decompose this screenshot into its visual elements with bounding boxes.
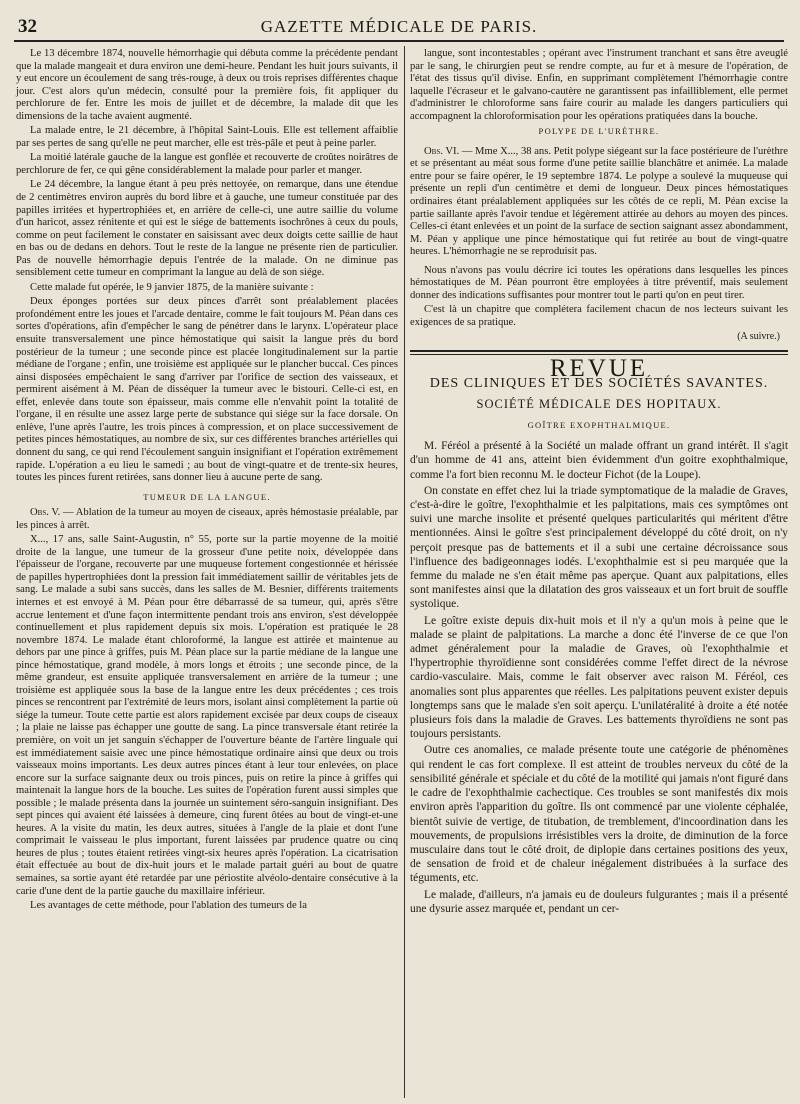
paragraph: Deux éponges portées sur deux pinces d'arrêt sont préalablement placées profondément entre les joues et l'arcade dentaire, comme le fait toujours M. Péan dans ces sortes d'opérations, afin d'empêcher le sang de pénétrer dans le larynx. L'opérateur place ensuite transversalement une pince hémostatique qui saisit la langue près du bord postérieur de la tumeur ; une seconde pince est placée longitudinalement sur la partie médiane de l'organe ; enfin, une troisième est appliquée sur le plancher buccal. Ces pinces ainsi disposées empêchaient le sang d'arriver par l'orifice de section des vaisseaux, et permirent aisément à M. Péan de disséquer la tumeur avec le bistouri. Celle-ci est, en effet, enlevée dans toute son épaisseur, mais comme elle n'envahit point la totalité de l'organe, il en résulte une assez large perte de substance qui siége sur la face dorsale. On enlève, l'une après l'autre, les trois pinces à compression, et on place successivement de petites pinces hémostatiques, au nombre de six, sur ces différentes branches artérielles qui donnent du sang, ce qui rend l'écoulement sanguin insignifiant et l'opération extrêmement rapide. L'opération a eu lieu le samedi ; au bout de vingt-quatre et de trente-six heures, toutes les pinces furent retirées, sans donner lieu à aucune perte de sang. <box>16 296 398 484</box>
observation-paragraph <box>16 507 398 532</box>
observation-text: — Mme X..., 38 ans. Petit polype siégeant sur la face postérieure de l'urèthre et se présentant au méat sous forme d'une petite saillie blanchâtre et animée. La malade entre pour se faire opérer, le 19 septembre 1874. Le polype a soulevé la muqueuse qui présente un repli d'un centimètre et demi de longueur. Deux pinces hémostatiques ordinaires étant préalablement appliquées sur les côtés de ce repli, M. Péan excise la partie saillante après l'avoir tendue et légèrement attirée au dehors au moyen des pinces. Celles-ci étant enlevées et un point de la surface de section saignant assez abondamment, M. Péan y applique une pince hémostatique qui fut retirée au bout de vingt-quatre heures. L'hémorrhagie ne se reproduisit pas. <box>410 145 788 258</box>
topic-heading: GOÎTRE EXOPHTHALMIQUE. <box>527 419 671 430</box>
paragraph: Nous n'avons pas voulu décrire ici toutes les opérations dans lesquelles les pinces hémostatiques de M. Péan pourront être employées à titre préventif, mais seulement donner des indications suffisantes pour montrer tout le parti qu'on en peut tirer. <box>410 264 788 301</box>
paragraph: Les avantages de cette méthode, pour l'ablation des tumeurs de la <box>30 900 307 912</box>
observation-paragraph <box>410 146 788 259</box>
running-title: GAZETTE MÉDICALE DE PARIS. <box>260 17 538 36</box>
to-be-continued: (A suivre.) <box>737 331 780 343</box>
observation-label: Obs. V. <box>30 507 61 519</box>
section-heading: POLYPE DE L'URÈTHRE. <box>538 126 660 137</box>
revue-body <box>410 439 788 916</box>
paragraph: Le goître existe depuis dix-huit mois et il n'y a qu'un mois à peine que le malade se plaint de palpitations. La marche a donc été l'inverse de ce que l'on admet généralement pour la maladie de Graves, où l'exophthalmie et l'hypertrophie thyroïdienne sont considérées comme l'effet direct de la névrose cardio-vasculaire. Mais, comme le fait observer avec raison M. Féréol, ces anomalies sont plus apparentes que réelles. Les palpitations peuvent exister depuis longtemps sans que le malade s'en soit aperçu. L'unilatéralité à droite a été notée plusieurs fois dans la maladie de Graves. Les battements thyroïdiens ne sont pas toujours persistants. <box>410 614 788 741</box>
paragraph: On constate en effet chez lui la triade symptomatique de la maladie de Graves, c'est-à-dire le goître, l'exophthalmie et les palpitations, mais ces symptômes ont suivi une marche insolite et présenté quelques particularités qui méritent d'être mentionnées. Ainsi le goître s'est principalement développé du côté droit, on n'y perçoit presque pas de battements et il a subi une certaine décroissance sous l'influence des badigeonnages iodés. L'exophthalmie est si peu marquée que la femme du malade ne s'en était même pas aperçue. Quant aux palpitations, elles sont manifestes ainsi que la dilatation des gros vaisseaux et un fort bruit de souffle systolique. <box>410 484 788 611</box>
page-number: 32 <box>18 16 37 37</box>
paragraph: langue, sont incontestables ; opérant avec l'instrument tranchant et sans être aveuglé par le sang, le chirurgien peut se rendre compte, au fur et à mesure de l'opération, de l'état des tissus qu'il divise. Enfin, en supprimant complètement l'hémorrhagie contre laquelle l'écraseur et le galvano-cautère ne garantissent pas infailliblement, elle permet d'administrer le chloroforme sans faire courir au malade les dangers particuliers qui accompagnent la chloroformisation pour les opérations pratiquées dans la bouche. <box>410 48 788 122</box>
paragraph: La moitié latérale gauche de la langue est gonflée et recouverte de croûtes noirâtres de perchlorure de fer, ce qui gêne considérablement la malade pour parler et manger. <box>16 152 398 176</box>
paragraph: Le 13 décembre 1874, nouvelle hémorrhagie qui débuta comme la précédente pendant que la malade mangeait et dura environ une demi-heure. Pendant les huit jours suivants, il y eut encore un écoulement de sang très-rouge, à deux ou trois reprises différentes chaque jour. C'est alors qu'un médecin, consulté pour la première fois, fit appliquer du perchlorure de fer. Entre les mois de juillet et de décembre, la malade dit que les dimensions de la tache avaient augmenté. <box>16 48 398 122</box>
page-header <box>14 14 784 42</box>
paragraph: C'est là un chapitre que complétera facilement chacun de nos lecteurs suivant les exigences de sa pratique. <box>410 304 788 328</box>
paragraph: Le malade, d'ailleurs, n'a jamais eu de douleurs fulgurantes ; mais il a présenté une dysurie assez marquée et, pendant un cer- <box>410 888 788 915</box>
revue-title: REVUE <box>549 355 649 383</box>
paragraph: Cette malade fut opérée, le 9 janvier 1875, de la manière suivante : <box>30 281 314 293</box>
revue-subtitle: DES CLINIQUES ET DES SOCIÉTÉS SAVANTES. <box>429 375 769 391</box>
paragraph: Outre ces anomalies, ce malade présente toute une catégorie de phénomènes qui rendent le cas fort complexe. Il est atteint de troubles nerveux du côté de la sensibilité générale et spéciale et du côté de la motilité qui jamais n'ont figuré dans le cadre de l'exophthalmie cachectique. Ces troubles se sont manifestés dix mois environ après l'apparition du goître. Ils ont commencé par une violente céphalée, bientôt suivie de vertige, de titubation, de tremblement, d'incoordination dans les mouvements, de propulsions irrésistibles vers la droite, de diminution de la force musculaire dans tout le côté droit, de diplopie dans certaines positions des yeux, de sensation de froid et de chaleur inégalement distribuées à la surface des téguments, etc. <box>410 744 788 885</box>
paragraph: M. Féréol a présenté à la Société un malade offrant un grand intérêt. Il s'agit d'un homme de 41 ans, atteint bien évidemment d'un goitre exophthalmique, comme l'a fort bien reconnu M. le docteur Fichot (de la Loupe). <box>410 440 788 481</box>
section-heading: TUMEUR DE LA LANGUE. <box>143 491 271 502</box>
right-column <box>410 48 788 918</box>
observation-text: — Ablation de la tumeur au moyen de ciseaux, après hémostasie préalable, par les pinces à arrêt. <box>16 507 398 531</box>
paragraph: La malade entre, le 21 décembre, à l'hôpital Saint-Louis. Elle est tellement affaiblie par ses pertes de sang qu'elle ne peut marcher, elle est très-pâle et peut à peine parler. <box>16 125 398 149</box>
left-column <box>16 48 398 915</box>
paragraph: Le 24 décembre, la langue étant à peu près nettoyée, on remarque, dans une étendue de 2 centimètres environ auprès du bord libre et à gauche, une tumeur constituée par des papilles irritées et hypertrophiées et, en arrière de celle-ci, une autre saillie du volume d'un haricot, assez rénitente et qui est le siége de battements isochrônes à ceux du pouls, comme on peut facilement le constater en saisissant avec deux doigts cette saillie de haut en bas ou de dedans en dehors. Tout le reste de la langue ne présente rien de particulier. Pas de nouvelle hémorrhagie depuis l'entrée de la malade. On ne diminue pas sensiblement cette tumeur en comprimant la langue au delà de son siége. <box>16 179 398 279</box>
observation-label: Obs. VI. <box>424 145 460 157</box>
society-heading: SOCIÉTÉ MÉDICALE DES HOPITAUX. <box>476 397 722 412</box>
column-divider <box>404 46 405 1098</box>
paragraph: X..., 17 ans, salle Saint-Augustin, n° 55, porte sur la partie moyenne de la moitié droite de la langue, une tumeur de la grosseur d'une petite noix, développée dans l'épaisseur de l'organe, recouverte par une muqueuse fortement congestionnée et hérissée de papilles hypertrophiées dont la pression fait immédiatement saillir de véritables jets de sang. Le malade a subi sans succès, dans les salles de M. Besnier, différents traitements internes et est envoyé à M. Péan pour être débarrassé de sa tumeur, qui, après s'être accrue lentement et d'une façon intermittente pendant trois ans environ, s'est développée continuellement et plus rapidement depuis six mois. L'opération est pratiquée le 28 novembre 1874. Le malade étant chloroformé, la langue est attirée et maintenue au dehors par une pince à griffes, puis M. Péan place sur la partie médiane de la langue une pince hémostatique, grand modèle, à mors longs et étroits ; une seconde pince, de la même grandeur, est ensuite appliquée transversalement en arrière de la tumeur ; une troisième est appliquée sous la base de la langue entre les deux précédentes ; ces trois pinces se rencontrent par l'extrémité de leurs mors, isolant ainsi complètement la partie où siége la tumeur. Toute cette partie est alors rapidement excisée par deux coups de ciseaux ; la plaie ne laisse pas échapper une goutte de sang. La pince transversale étant retirée la première, on voit un jet sanguin s'échapper de l'ouverture béante de l'artère linguale qui est immédiatement saisie avec une pince hémostatique ordinaire ainsi que deux ou trois vaisseaux moins importants. Les deux autres pinces étant à leur tour enlevées, on place encore sur la surface saignante deux ou trois pinces, puis on retire la pince à griffes qui maintenait la langue hors de la bouche. Les suites de l'opération furent aussi simples que possible ; le malade présenta dans la journée un suintement séro-sanguin insignifiant. Des sept pinces qui avaient été laissées à demeure, cinq furent ôtées au bout de vingt-et-une heures. A la visite du matin, les deux autres, situées à l'angle de la plaie et dont l'une comprimait le vaisseau le plus important, furent laissées par prudence quatre ou cinq heures de plus ; toutes étaient retirées vingt-six heures après l'opération. La cicatrisation était effectuée au bout de dix-huit jours et le malade partait guéri au bout de quatre semaines, sa sortie ayant été retardée par une périostite alvéolo-dentaire consécutive à la carie d'une dent de la partie gauche du maxillaire inférieur. <box>16 534 398 897</box>
